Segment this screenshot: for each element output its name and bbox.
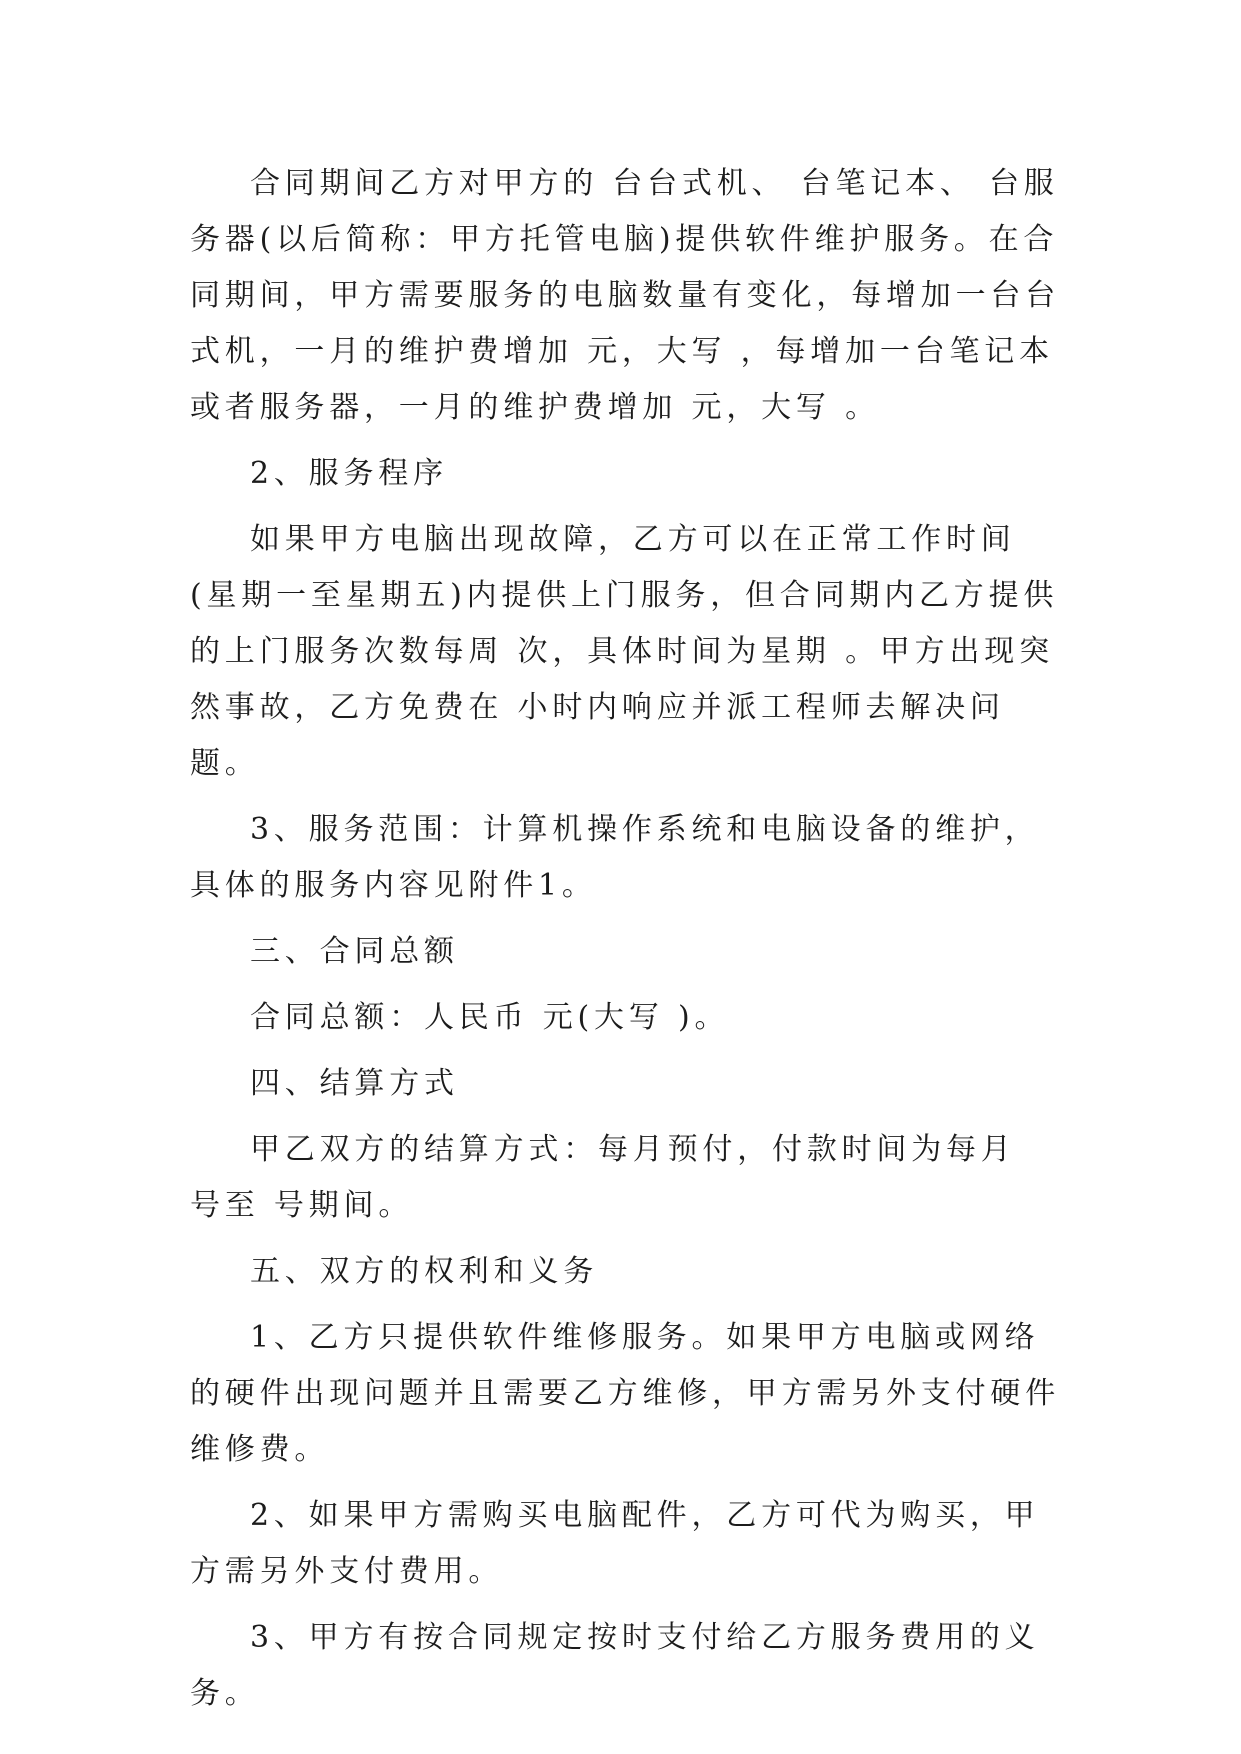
paragraph-obligation-1: 1、乙方只提供软件维修服务。如果甲方电脑或网络的硬件出现问题并且需要乙方维修，甲方需另外支付硬件维修费。: [190, 1320, 1060, 1467]
heading-contract-total: 三、合同总额: [250, 934, 459, 969]
paragraph-obligation-3: 3、甲方有按合同规定按时支付给乙方服务费用的义务。: [190, 1620, 1040, 1711]
paragraph-service-range: 3、服务范围：计算机操作系统和电脑设备的维护，具体的服务内容见附件1。: [190, 812, 1040, 903]
heading-rights-obligations: 五、双方的权利和义务: [250, 1254, 598, 1289]
paragraph-obligation-2: 2、如果甲方需购买电脑配件，乙方可代为购买，甲方需另外支付费用。: [190, 1498, 1040, 1589]
heading-service-procedure: 2、服务程序: [250, 456, 448, 491]
paragraph-settlement-method: 甲乙双方的结算方式：每月预付，付款时间为每月 号至 号期间。: [190, 1132, 1030, 1223]
paragraph-contract-total: 合同总额：人民币 元(大写 )。: [250, 1000, 730, 1035]
heading-settlement-method: 四、结算方式: [250, 1066, 459, 1101]
document-body: [190, 156, 1064, 1732]
paragraph-service-procedure: 如果甲方电脑出现故障，乙方可以在正常工作时间(星期一至星期五)内提供上门服务，但合同期内乙方提供的上门服务次数每周 次，具体时间为星期 。甲方出现突然事故，乙方免费在 小时内响应并派工程师去解决问题。: [190, 522, 1059, 781]
paragraph-service-scope-intro: 合同期间乙方对甲方的 台台式机、 台笔记本、 台服务器(以后简称：甲方托管电脑)提供软件维护服务。在合同期间，甲方需要服务的电脑数量有变化，每增加一台台式机，一月的维护费增加 元，大写 ，每增加一台笔记本或者服务器，一月的维护费增加 元，大写 。: [190, 166, 1060, 425]
